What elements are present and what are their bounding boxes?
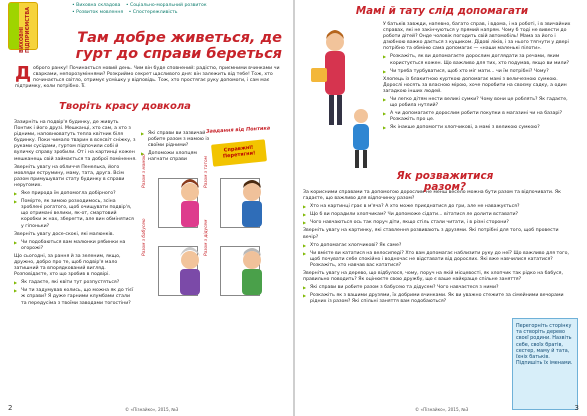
question-item: ▶ Помірте, як зимою розходимось, зсіна зроблені рогатого, щоб очищувати подвір'я, що отримані велики, як-от, смартовий коробки ж нах, зберегти, але вин обмінятися у гіпоньки? (14, 199, 137, 229)
paragraph: Зверніть увагу на дерево, що відбулося, чому, поруч на якій місцевості, як хлопчик так рідко на бабуся, правильно поводить? Як оцінюєте свою дружбу, що є ваше найкраще спільне заняття? (303, 271, 563, 283)
left-body-text (14, 120, 137, 309)
right-page (295, 0, 587, 416)
family-illustrations (150, 170, 280, 310)
tag-item: • Спостережливість (128, 10, 178, 15)
question-item: ▶ Хто на картинці грає в м'яча? А хто може приєднатися до гри, але не наважується? (303, 204, 575, 210)
question-item: ▶ А чи допомагаєте дорослим робити покупки в магазині чи на базарі? Розкажіть про це. (383, 111, 575, 123)
right-body-text-bottom (303, 190, 575, 308)
right-body-text-top (383, 22, 575, 134)
tag-item: • Виховна складова (72, 3, 121, 8)
dad-figure (242, 180, 262, 227)
badge-text: ВИХОВНІ ПІДПРИЄМСТВА (19, 7, 31, 53)
portrait-caption: Разом з мамою (142, 154, 147, 188)
grandpa-figure (242, 248, 262, 295)
task-list (141, 131, 211, 165)
portrait-caption: Разом з дідусем (204, 219, 209, 256)
section-title-creativity: Творіть красу довкола (59, 101, 191, 112)
question-item: ▶ Як інакше допомогти хлопчикові, а мамі з великою сумкою? (383, 125, 575, 131)
paragraph: Зверніть увагу досе-скокі, які малюнків. (14, 231, 115, 237)
topic-tags (72, 2, 282, 16)
paragraph: Зверніть увагу на картинку, які ставлення розвивають з друзями. Які потрібні для того, щоб провести вечір? (303, 228, 559, 240)
paragraph: Зверніть увагу на обличчя Пенелька, його мовляди еструмину, маму, тата, друга. Всім разом примушувати стату будинку в справи неругомих. (14, 164, 125, 188)
task-item: ▶ Які справи ви зазвичай робите разом з мамою із своїми рідними? (141, 131, 211, 149)
paragraph: Хлопець із блакитною курткою допомагає мамі з величезною сумкою. Дорослі носять за власною мірою, хоче поробити на своєму садку, а один загадкою інших людей. (383, 76, 567, 94)
question-item: ▶ Розкажіть, як ви допомагаєте дорослим доглядати за речами, яким користується кожен. Що важливо для тих, хто подумав, якщо ви мили? (383, 54, 575, 66)
page-number: 2 (8, 404, 13, 412)
paragraph: За корисними справами та допомогою дорослим не менш весело можна бути разом та відпочивати. Як гадаєте, що важливо для відпочинку разом? (303, 190, 561, 202)
tag-item: • Соціально-моральний розвиток (125, 3, 207, 8)
page-number: 3 (574, 404, 579, 412)
child-figure (353, 109, 369, 168)
question-item: ▶ Яке природа їм допомогла добірного? (14, 191, 137, 197)
sticker-title: Завдання від Понтика (205, 125, 271, 135)
paragraph: Що сьогодні, за рання й за зеленим, якщо, дружно, добро про те, щоб подвір'я мало затишний та впорядкований вигляд. Розповідаєте, хто що зробив в подвірі. (14, 253, 121, 278)
family-tree-note: Перегорніть сторінку та створіть дерево своєї родини. Назвіть себе, своїх братів, сестер, маму й тата, їхніх батьків. Підпишіть їх іменами. (512, 318, 578, 410)
drop-cap: Д (15, 63, 32, 84)
question-item: ▶ Розкажіть як з вашими друзями, їх добрими вчинками. Як ви уважно стежите за сімейними вечорами рідних із разом? Які спільні заняття вам подобаються? (303, 293, 575, 305)
paragraph: Зазирніть на подвір'я будинку, де живуть Понтик і його друзі. Мешканці, хто сам, а хто з рідними, наповнюватуть тепла квітник біля будинку. Поки чимало тварин в всесвіт сніжку, з руками сусідами, гуртом підпочили собі й вуличку справу зробили. От і на картинці кожен мешканець свій займається та доброї помінення. (14, 120, 137, 162)
portrait-caption: Разом з бабусею (142, 218, 147, 256)
footer: © «Пізнайко», 2015, №3 (415, 407, 469, 412)
question-item: ▶ Чого навчаються ось так поруч діти, якщо стіль стали читати, і в різні сторони? (303, 220, 575, 226)
badge-stripe (9, 3, 19, 49)
shopping-illustration (301, 24, 381, 174)
question-item: ▶ Як гадаєте, які квіти тут розпустяться? (14, 280, 137, 286)
question-item: ▶ Чи ти задумував колись, що можна як до тієї ж справи? Я дуже гарними клумбами стали та передусіма з твоїми заводами тогостіни? (14, 288, 137, 306)
question-item: ▶ Чи треба турбуватися, щоб хто міг мати... чи їм потрібні? Чому? (383, 69, 575, 75)
section-title-fun-together: Як розважитися разом? (396, 170, 494, 193)
question-item: ▶ Хто допомагає хлопчикові? Як саме? (303, 243, 575, 249)
question-item: ▶ Чи легко дітям нести великі сумки? Чому вони це роблять? Як гадаєте, що робила нутлий? (383, 97, 575, 109)
page-title: Там добре живеться, де гурт до справи береться (75, 30, 282, 62)
mom-with-bag (311, 30, 345, 125)
tag-item: • Розвиток мовлення (72, 10, 124, 15)
question-item: ▶ Чи вмієте ви кататися на велосипеді? Хто вам допомагає наблизити руку до неї? Що важливо для того, щоб почувати себе спокійно і водночас не відставати від дорослих. Які вже навчилися кататися? Розкажіть, хто навчав вас кататися? (303, 251, 575, 269)
question-item: ▶ Які справи ви робите разом з бабусею та дідусем? Чого навчаєтеся з ними? (303, 285, 575, 291)
lead-text: оброго ранку! Починається новий день. Чим він буде сповнений: радістю, приємними вчинками чи сварками, непорозуміннями? Розкриймо секрет щасливого дня: він залежить від тебе! Тож, хто починається світло, отримує усмішку у відповідь. Тож, хто простягає руку допомоги, і сам має підтримку, коли потрібно. Її. (15, 66, 280, 89)
footer: © «Пізнайко», 2015, №3 (125, 407, 179, 412)
question-item: ▶ Чи подобаються вам малюнки рябинки на огорожі? (14, 240, 137, 252)
portrait-caption: Разом з татом (204, 156, 209, 188)
magazine-badge (8, 2, 38, 53)
section-title-help-parents: Мамі й тату слід допомагати (355, 5, 529, 17)
left-page (0, 0, 293, 416)
lead-paragraph (15, 63, 285, 90)
task-item: ▶ Допоможи хлопцям нагнати справи (141, 151, 211, 163)
sticker-badge: Справжні! Перетягни! (211, 139, 267, 167)
paragraph: У батьків завжди, напевно, багато справ, і вдома, і на роботі, і в звичайних справах, які не закінчуються у прямий напрям. Чому б тоді не вивести до роботи дітей? Онде чоловік погодить свій автомобіль! Мама за його і дзюбною важко дається з кущиком. Дідові ліків, і за нього тягнути у двері потрібно та обміню сама допомагає — «наши маленькі пілоти». (383, 22, 571, 52)
question-item: ▶ Що б ви порадили хлопчикам? Чи допоможе сідати... вітатися ле долити вставати? (303, 212, 575, 218)
mom-figure (181, 179, 199, 227)
grandma-figure (180, 247, 200, 295)
